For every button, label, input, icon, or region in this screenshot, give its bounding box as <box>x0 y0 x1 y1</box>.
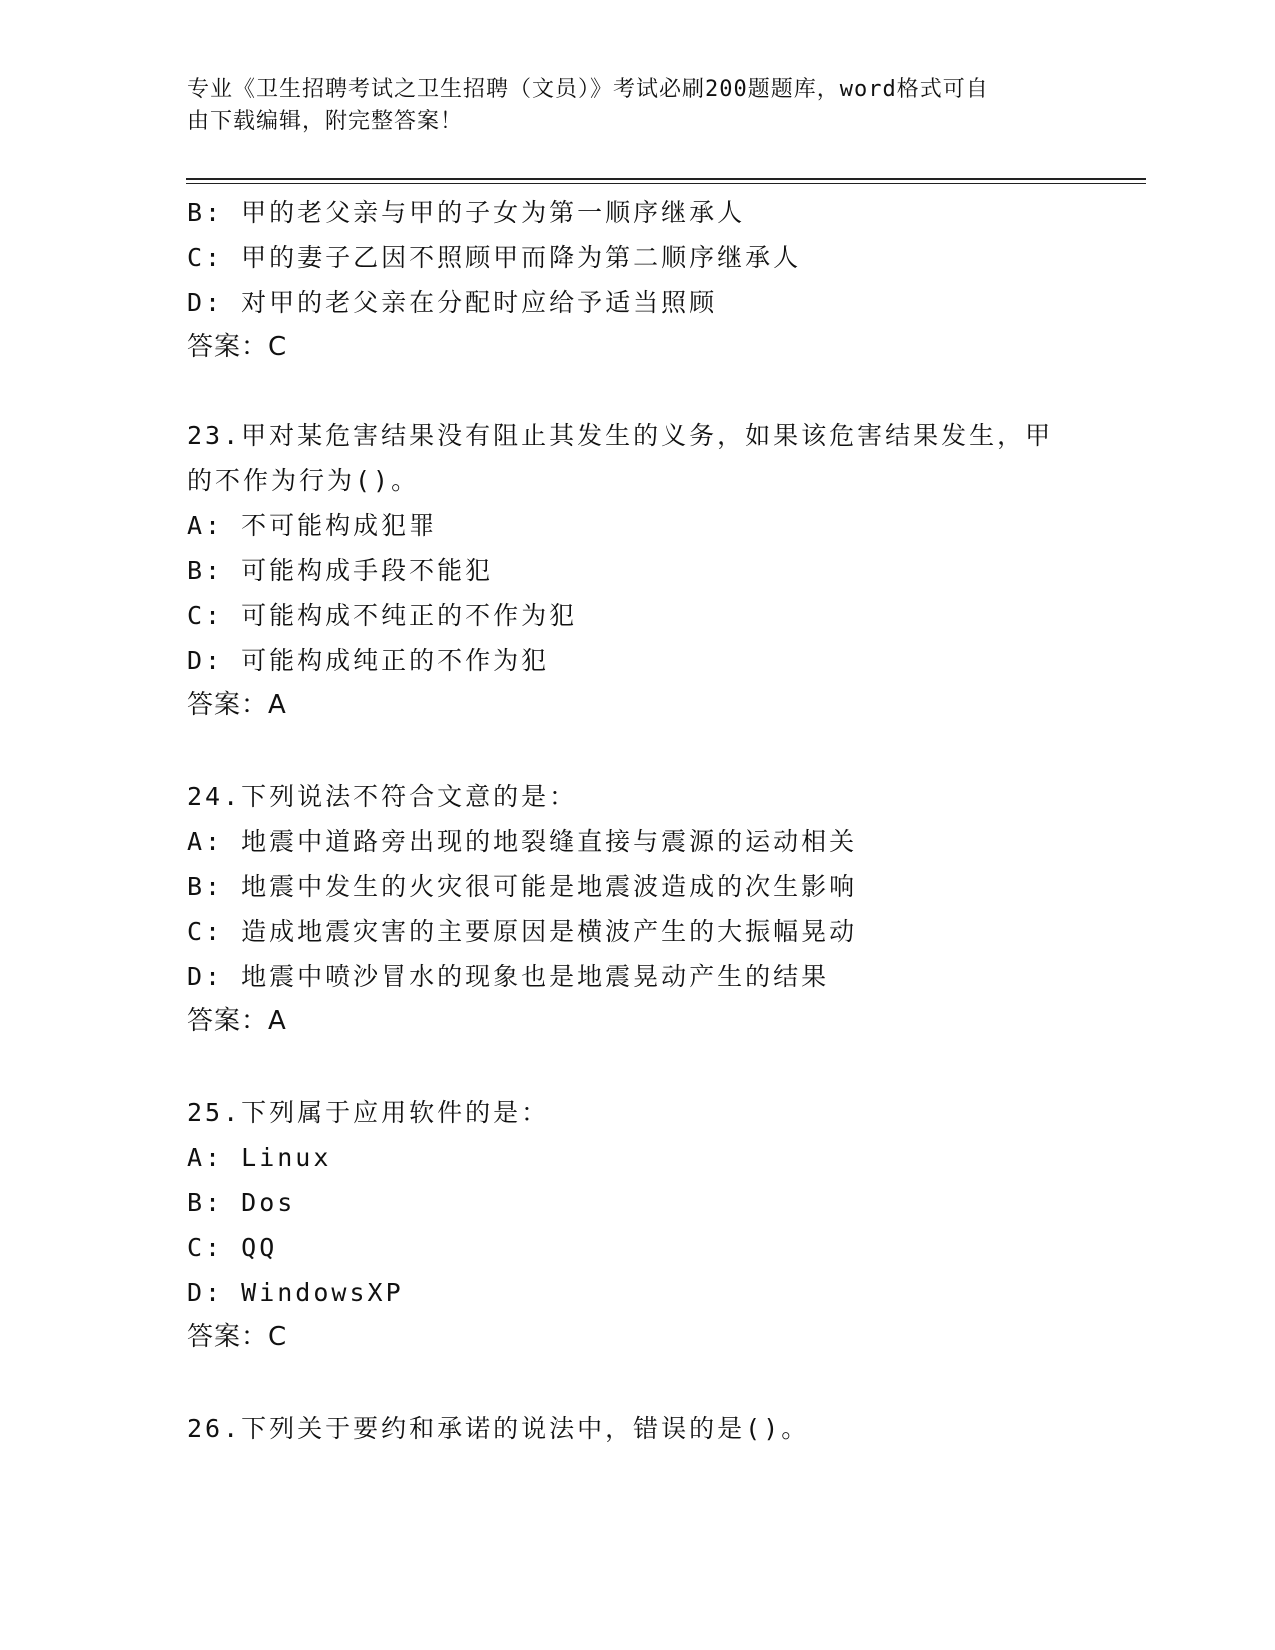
option-b: B: 可能构成手段不能犯 <box>187 556 494 585</box>
answer-line: 答案：C <box>187 332 288 362</box>
question-stem: 24.下列说法不符合文意的是： <box>187 782 578 811</box>
question-stem: 25.下列属于应用软件的是： <box>187 1098 550 1127</box>
option-c: C: 造成地震灾害的主要原因是横波产生的大振幅晃动 <box>187 917 858 946</box>
header-line-2: 由下载编辑，附完整答案！ <box>187 109 464 134</box>
spacer <box>187 1360 1087 1406</box>
header-divider-thick <box>186 178 1146 180</box>
option-d: D: 对甲的老父亲在分配时应给予适当照顾 <box>187 288 718 317</box>
option-c: C: 可能构成不纯正的不作为犯 <box>187 601 578 630</box>
option-b: B: 地震中发生的火灾很可能是地震波造成的次生影响 <box>187 872 858 901</box>
spacer <box>187 1044 1087 1090</box>
answer-line: 答案：A <box>187 1006 287 1036</box>
question-block-24 <box>187 774 1087 1044</box>
document-header <box>187 74 1067 138</box>
question-block-26 <box>187 1406 1087 1451</box>
question-list <box>187 190 1087 1451</box>
option-d: D: 地震中喷沙冒水的现象也是地震晃动产生的结果 <box>187 962 830 991</box>
question-block-25 <box>187 1090 1087 1360</box>
option-a: A: Linux <box>187 1143 332 1172</box>
spacer <box>187 728 1087 774</box>
question-block-prev <box>187 190 1087 370</box>
spacer <box>187 370 1087 413</box>
answer-line: 答案：C <box>187 1322 288 1352</box>
option-a: A: 不可能构成犯罪 <box>187 511 438 540</box>
option-c: C: QQ <box>187 1233 278 1262</box>
question-block-23 <box>187 413 1087 728</box>
option-b: B: Dos <box>187 1188 296 1217</box>
question-stem-continued: 的不作为行为()。 <box>187 466 420 495</box>
header-divider-thin <box>186 183 1146 184</box>
option-c: C: 甲的妻子乙因不照顾甲而降为第二顺序继承人 <box>187 243 802 272</box>
question-stem: 26.下列关于要约和承诺的说法中，错误的是()。 <box>187 1414 810 1443</box>
option-b: B: 甲的老父亲与甲的子女为第一顺序继承人 <box>187 198 746 227</box>
option-a: A: 地震中道路旁出现的地裂缝直接与震源的运动相关 <box>187 827 858 856</box>
option-d: D: WindowsXP <box>187 1278 404 1307</box>
header-line-1: 专业《卫生招聘考试之卫生招聘（文员）》考试必刷200题题库，word格式可自 <box>187 77 989 102</box>
answer-line: 答案：A <box>187 690 287 720</box>
option-d: D: 可能构成纯正的不作为犯 <box>187 646 550 675</box>
question-stem: 23.甲对某危害结果没有阻止其发生的义务，如果该危害结果发生，甲 <box>187 421 1054 450</box>
